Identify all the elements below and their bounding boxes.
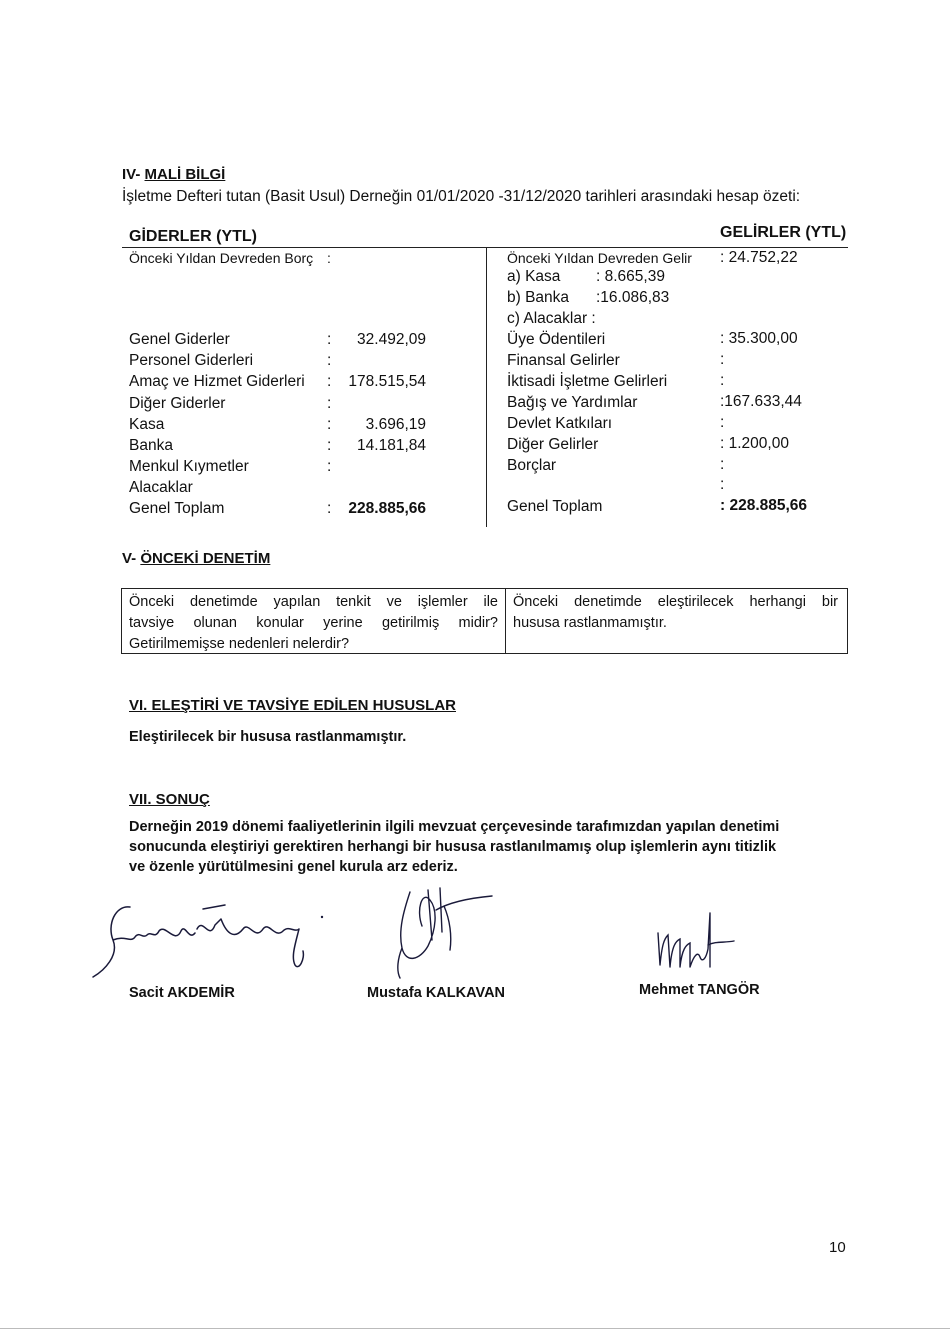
answer-line: Önceki denetimde eleştirilecek herhangi bir [513,594,838,610]
income-label: Borçlar [507,457,557,474]
expenses-carried-colon: : [327,250,331,266]
income-carried-label: Önceki Yıldan Devreden Gelir [507,250,692,266]
scan-edge-line [0,1328,950,1329]
income-carried-value: : 24.752,22 [720,249,798,266]
question-line: tavsiye olunan konular yerine getirilmiş midir? [129,615,498,631]
expense-colon: : [327,437,332,454]
section-5-prefix: V- [122,550,141,567]
signature-mehmet-tangor [650,905,760,985]
conclusion-line: ve özenle yürütülmesini genel kurula arz ederiz. [129,859,458,875]
expense-value: 3.696,19 [365,416,426,433]
income-total-label: Genel Toplam [507,498,603,515]
income-value: : 35.300,00 [720,330,798,347]
section-6-text: Eleştirilecek bir hususa rastlanmamıştır. [129,729,407,745]
page-number: 10 [829,1239,846,1256]
expense-value: 32.492,09 [357,331,426,348]
expense-label: Genel Giderler [129,331,230,348]
income-value: :167.633,44 [720,393,802,410]
income-sub-label: c) Alacaklar : [507,310,596,327]
expense-label: Amaç ve Hizmet Giderleri [129,373,305,390]
section-4-title [122,166,225,183]
income-total-value: : 228.885,66 [720,497,808,514]
expense-colon: : [327,395,332,412]
expense-colon: : [327,373,332,390]
income-label: Diğer Gelirler [507,436,599,453]
section-7-text [129,817,849,877]
income-label: Finansal Gelirler [507,352,620,369]
section-5-title [122,550,270,567]
table-top-rule [122,247,848,248]
table-middle-rule [486,247,487,527]
income-value: : [720,372,725,389]
expense-colon: : [327,331,332,348]
income-value: : [720,414,725,431]
signatory-name: Sacit AKDEMİR [129,985,235,1001]
expenses-carried-label: Önceki Yıldan Devreden Borç [129,250,314,266]
expense-colon: : [327,352,332,369]
income-label: Devlet Katkıları [507,415,613,432]
expense-label: Kasa [129,416,165,433]
section-4-prefix: IV- [122,166,145,183]
income-label: Bağış ve Yardımlar [507,394,638,411]
expense-colon: : [327,416,332,433]
expense-label: Banka [129,437,173,454]
question-line: Getirilmemişse nedenleri nelerdir? [129,636,350,652]
signature-sacit-akdemir [85,895,335,985]
signature-mustafa-kalkavan [380,880,510,985]
expenses-total-label: Genel Toplam [129,500,225,517]
income-header: GELİRLER (YTL) [720,224,847,241]
expense-value: 178.515,54 [348,373,426,390]
expense-label: Menkul Kıymetler [129,458,249,475]
income-value: : [720,476,725,493]
income-sub-label: b) Banka [507,289,570,306]
section-6-title: VI. ELEŞTİRİ VE TAVSİYE EDİLEN HUSUSLAR [129,697,456,714]
expense-value: 14.181,84 [357,437,426,454]
question-line: Önceki denetimde yapılan tenkit ve işlemler ile [129,594,498,610]
income-value: : 1.200,00 [720,435,789,452]
signatory-name: Mustafa KALKAVAN [367,985,506,1001]
expense-label: Alacaklar [129,479,193,496]
expense-colon: : [327,458,332,475]
income-label: Üye Ödentileri [507,331,606,348]
answer-line: hususa rastlanmamıştır. [513,615,667,631]
section-4-title-text: MALİ BİLGİ [144,166,226,183]
expenses-total-colon: : [327,500,332,517]
income-sub-value: : 8.665,39 [596,268,665,285]
expense-label: Personel Giderleri [129,352,254,369]
income-sub-value: :16.086,83 [596,289,670,306]
income-label: İktisadi İşletme Gelirleri [507,373,668,390]
section-4-intro: İşletme Defteri tutan (Basit Usul) Derneğin 01/01/2020 -31/12/2020 tarihleri arasındaki hesap özeti: [122,188,801,205]
income-sub-label: a) Kasa [507,268,561,285]
expenses-header: GİDERLER (YTL) [129,228,257,245]
conclusion-line: sonucunda eleştiriyi gerektiren herhangi bir hususa rastlanılmamış olup işlemlerin aynı titizlik [129,839,777,855]
previous-audit-answer [513,592,838,634]
conclusion-line: Derneğin 2019 dönemi faaliyetlerinin ilgili mevzuat çerçevesinde tarafımızdan yapılan denetimi [129,819,780,835]
section-7-title: VII. SONUÇ [129,791,210,808]
expense-label: Diğer Giderler [129,395,226,412]
expenses-total-value: 228.885,66 [348,500,426,517]
income-value: : [720,456,725,473]
income-value: : [720,351,725,368]
signatory-name: Mehmet TANGÖR [639,982,760,998]
previous-audit-divider [505,588,506,654]
section-5-title-text: ÖNCEKİ DENETİM [140,550,271,567]
previous-audit-question [129,592,498,655]
